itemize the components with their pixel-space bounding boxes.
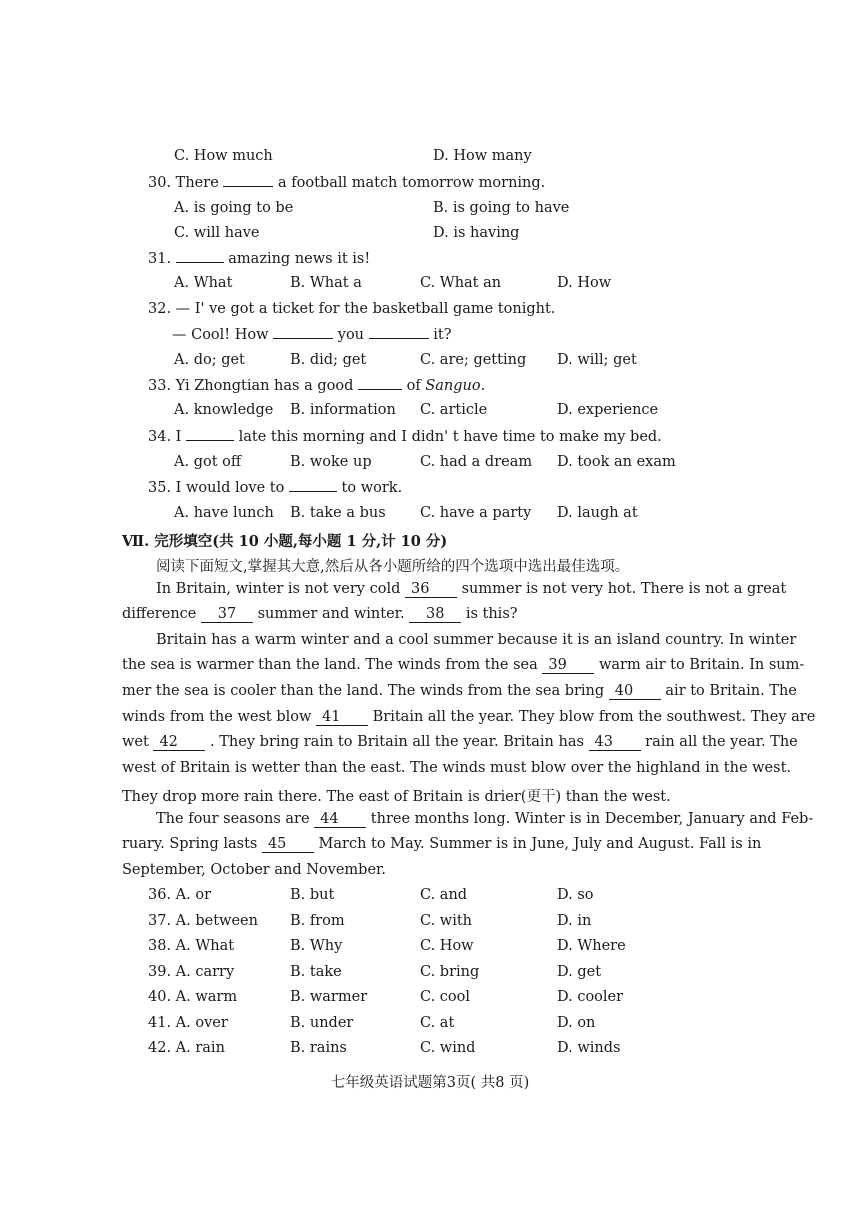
cloze-option-b: B. from xyxy=(290,913,345,929)
question-35: 35. I would love to to work. xyxy=(148,480,403,496)
q34-option-d: D. took an exam xyxy=(557,454,676,470)
cloze-option-a: 36. A. or xyxy=(148,887,212,903)
q31-option-d: D. How xyxy=(557,275,612,291)
question-30: 30. There a football match tomorrow morning. xyxy=(148,175,546,191)
cloze-option-a: 37. A. between xyxy=(148,913,258,929)
cloze-option-a: 39. A. carry xyxy=(148,964,235,980)
cloze-option-d: D. get xyxy=(557,964,602,980)
section-instruction: 阅读下面短文,掌握其大意,然后从各小题所给的四个选项中选出最佳选项。 xyxy=(156,559,630,575)
cloze-option-c: C. and xyxy=(420,887,468,903)
q31-option-b: B. What a xyxy=(290,275,362,291)
cloze-option-d: D. Where xyxy=(557,938,626,954)
cloze-option-b: B. Why xyxy=(290,938,343,954)
q35-option-c: C. have a party xyxy=(420,505,532,521)
q29-option-d: D. How many xyxy=(433,148,532,164)
q34-option-a: A. got off xyxy=(174,454,242,470)
q32-option-c: C. are; getting xyxy=(420,352,527,368)
cloze-option-a: 38. A. What xyxy=(148,938,235,954)
page-footer: 七年级英语试题第3页( 共8 页) xyxy=(330,1075,530,1091)
q35-option-d: D. laugh at xyxy=(557,505,638,521)
q30-option-c: C. will have xyxy=(174,225,260,241)
cloze-option-c: C. How xyxy=(420,938,474,954)
section-title: Ⅶ. 完形填空(共 10 小题,每小题 1 分,计 10 分) xyxy=(122,533,448,550)
cloze-option-d: D. so xyxy=(557,887,594,903)
question-34: 34. I late this morning and I didn' t have time to make my bed. xyxy=(148,429,662,445)
passage-line: west of Britain is wetter than the east. The winds must blow over the highland in the west. xyxy=(122,760,792,776)
q34-option-c: C. had a dream xyxy=(420,454,533,470)
q30-option-a: A. is going to be xyxy=(174,200,294,216)
cloze-option-c: C. bring xyxy=(420,964,480,980)
q34-option-b: B. woke up xyxy=(290,454,372,470)
passage-line: The four seasons are 44 three months long. Winter is in December, January and Feb- xyxy=(156,811,814,827)
q35-option-b: B. take a bus xyxy=(290,505,386,521)
passage-line: difference 37 summer and winter. 38 is this? xyxy=(122,606,518,622)
cloze-option-d: D. cooler xyxy=(557,989,624,1005)
passage-line: ruary. Spring lasts 45 March to May. Summer is in June, July and August. Fall is in xyxy=(122,836,762,852)
cloze-option-d: D. in xyxy=(557,913,592,929)
passage-line: wet 42 . They bring rain to Britain all the year. Britain has 43 rain all the year. The xyxy=(122,734,798,750)
cloze-option-c: C. wind xyxy=(420,1040,476,1056)
q33-option-d: D. experience xyxy=(557,402,659,418)
cloze-option-d: D. winds xyxy=(557,1040,621,1056)
cloze-option-b: B. warmer xyxy=(290,989,368,1005)
cloze-option-b: B. rains xyxy=(290,1040,347,1056)
cloze-option-c: C. at xyxy=(420,1015,455,1031)
q31-option-c: C. What an xyxy=(420,275,502,291)
cloze-option-a: 42. A. rain xyxy=(148,1040,225,1056)
question-33: 33. Yi Zhongtian has a good of Sanguo. xyxy=(148,378,486,394)
q30-option-b: B. is going to have xyxy=(433,200,570,216)
cloze-option-d: D. on xyxy=(557,1015,596,1031)
q32-option-b: B. did; get xyxy=(290,352,367,368)
cloze-option-b: B. under xyxy=(290,1015,354,1031)
passage-line: Britain has a warm winter and a cool summer because it is an island country. In winter xyxy=(156,632,797,648)
q33-option-a: A. knowledge xyxy=(174,402,274,418)
passage-line: In Britain, winter is not very cold 36 summer is not very hot. There is not a great xyxy=(156,581,787,597)
question-31: 31. amazing news it is! xyxy=(148,251,371,267)
passage-line: They drop more rain there. The east of Britain is drier(更干) than the west. xyxy=(122,789,671,805)
passage-line: the sea is warmer than the land. The winds from the sea 39 warm air to Britain. In sum- xyxy=(122,657,805,673)
cloze-option-b: B. but xyxy=(290,887,335,903)
q33-option-c: C. article xyxy=(420,402,488,418)
q31-option-a: A. What xyxy=(174,275,233,291)
q33-option-b: B. information xyxy=(290,402,396,418)
cloze-option-a: 41. A. over xyxy=(148,1015,228,1031)
q32-option-d: D. will; get xyxy=(557,352,637,368)
q29-option-c: C. How much xyxy=(174,148,273,164)
passage-line: September, October and November. xyxy=(122,862,386,878)
question-32-line2: — Cool! How you it? xyxy=(172,327,452,343)
cloze-option-c: C. cool xyxy=(420,989,471,1005)
cloze-option-a: 40. A. warm xyxy=(148,989,238,1005)
q30-option-d: D. is having xyxy=(433,225,520,241)
question-32-line1: 32. — I' ve got a ticket for the basketball game tonight. xyxy=(148,301,556,317)
cloze-option-c: C. with xyxy=(420,913,473,929)
cloze-option-b: B. take xyxy=(290,964,342,980)
q35-option-a: A. have lunch xyxy=(174,505,274,521)
passage-line: winds from the west blow 41 Britain all the year. They blow from the southwest. They are xyxy=(122,709,816,725)
passage-line: mer the sea is cooler than the land. The winds from the sea bring 40 air to Britain. The xyxy=(122,683,797,699)
q32-option-a: A. do; get xyxy=(174,352,245,368)
